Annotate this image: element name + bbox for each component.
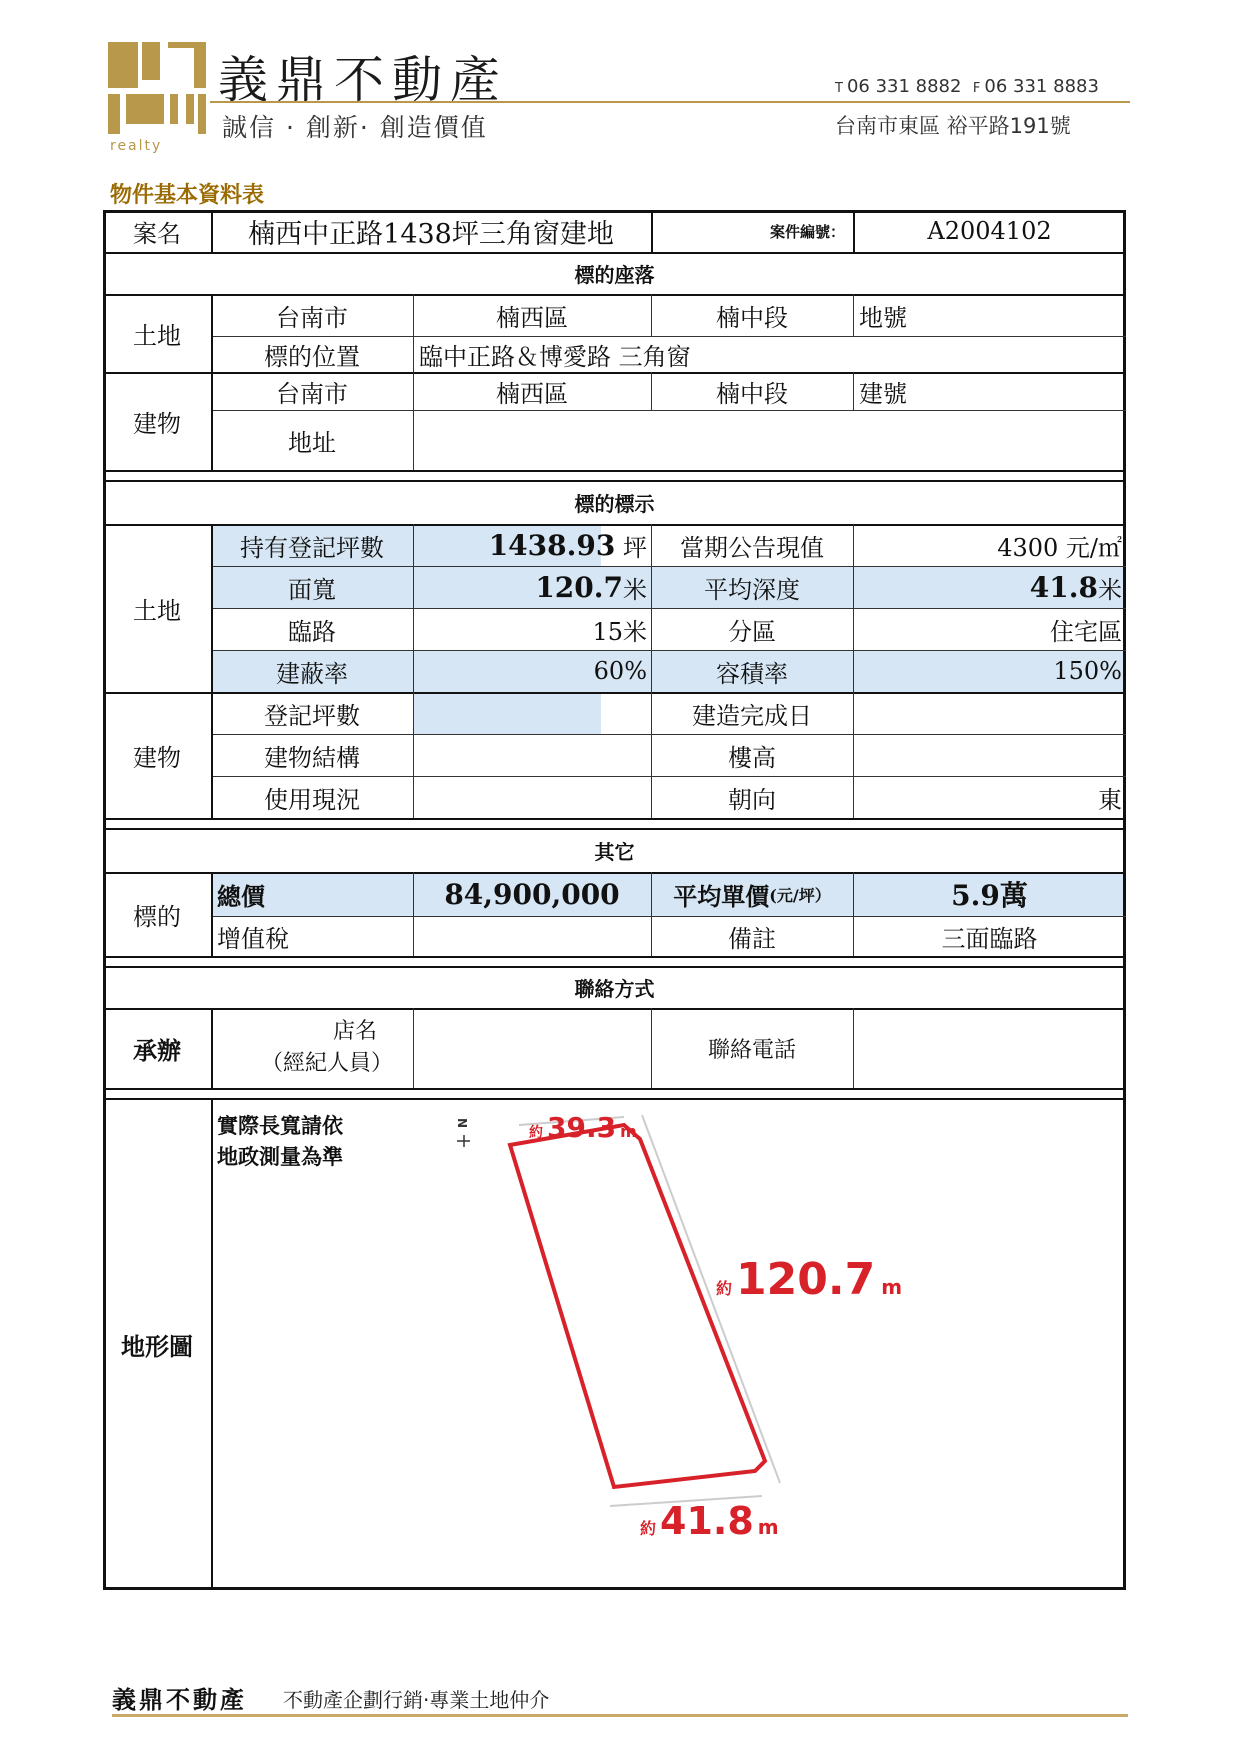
dim-top-label: 約 39.3 m	[529, 1111, 637, 1144]
facing-label: 朝向	[728, 785, 776, 814]
building-city: 台南市	[276, 379, 348, 408]
unit-price-unit: (元/坪）	[769, 885, 831, 905]
plot-note-line1: 實際長寬請依	[217, 1114, 343, 1138]
ping-label: 持有登記坪數	[240, 533, 384, 562]
phone-label: 聯絡電話	[707, 1037, 796, 1063]
case-number-label: 案件編號：	[769, 222, 845, 241]
unit-price-value: 5.9萬	[951, 879, 1028, 912]
location-land-label: 土地	[133, 321, 181, 350]
frontage-value-group	[413, 566, 651, 608]
unit-price-label-group	[651, 872, 853, 916]
brand-slogan: 誠信 · 創新· 創造價值	[222, 113, 488, 142]
floors-label: 樓高	[728, 743, 776, 772]
land-position-label: 標的位置	[264, 342, 360, 371]
land-section: 楠中段	[716, 303, 788, 332]
depth-value-group	[853, 566, 1126, 608]
logo-text: realty	[110, 138, 163, 154]
remark-value: 三面臨路	[941, 924, 1038, 953]
frontage-value: 120.7	[535, 570, 623, 604]
section-display-title: 標的標示	[574, 491, 655, 516]
coverage-value: 60%	[593, 657, 647, 685]
frontage-label: 面寬	[288, 575, 336, 604]
case-number: A2004102	[927, 217, 1052, 245]
property-info-table	[103, 210, 1126, 1590]
zone-value: 住宅區	[1050, 617, 1122, 646]
dim-side-label: 約120.7 m	[716, 1254, 903, 1305]
agent-label: （經紀人員）	[260, 1051, 393, 1076]
plot-label: 地形圖	[121, 1331, 193, 1361]
sheet-title: 物件基本資料表	[110, 183, 265, 208]
coverage-label: 建蔽率	[276, 659, 348, 688]
zone-label: 分區	[728, 617, 776, 646]
case-name-label: 案名	[133, 219, 181, 248]
land-position: 臨中正路＆博愛路 三角窗	[419, 342, 691, 371]
reg-ping-label: 登記坪數	[264, 701, 360, 730]
brand-name: 義鼎不動產	[218, 51, 508, 109]
building-section: 楠中段	[716, 379, 788, 408]
brand-logo	[108, 42, 206, 154]
vat-label: 增值稅	[217, 924, 289, 953]
far-label: 容積率	[716, 659, 788, 688]
structure-label: 建物結構	[264, 743, 360, 772]
total-price: 84,900,000	[444, 877, 620, 911]
land-city: 台南市	[276, 303, 348, 332]
ping-value-group	[413, 524, 651, 566]
section-contact-title: 聯絡方式	[574, 976, 655, 1001]
unit-price-label: 平均單價	[673, 881, 770, 911]
fax-f-label: F	[972, 81, 981, 96]
facing-value: 東	[1098, 785, 1122, 814]
company-address: 台南市東區 裕平路191號	[835, 114, 1071, 138]
remark-label: 備註	[728, 924, 776, 953]
display-land-label: 土地	[133, 596, 181, 625]
section-other-title: 其它	[594, 839, 635, 864]
location-building-label: 建物	[133, 409, 181, 438]
contact-phones	[835, 76, 1099, 97]
total-price-label: 總價	[217, 881, 265, 911]
road-value: 15米	[592, 617, 647, 646]
ping-value: 1438.93	[488, 528, 616, 562]
building-address-label: 地址	[288, 428, 336, 457]
building-address	[413, 410, 1126, 470]
case-name: 楠西中正路1438坪三角窗建地	[248, 218, 614, 250]
store-label: 店名	[332, 1019, 377, 1044]
land-district: 楠西區	[496, 303, 568, 332]
far-value: 150%	[1053, 657, 1122, 685]
handler-label: 承辦	[133, 1035, 181, 1065]
other-target-label: 標的	[133, 902, 181, 931]
footer-divider	[112, 1714, 1128, 1717]
north-arrow-icon	[455, 1118, 470, 1147]
frontage-unit: 米	[623, 575, 647, 604]
building-district: 楠西區	[496, 379, 568, 408]
fax-number: 06 331 8883	[984, 76, 1099, 97]
announced-value: 4300 元/㎡	[997, 533, 1122, 562]
plot-outline	[510, 1125, 765, 1487]
depth-value: 41.8	[1029, 570, 1098, 604]
usage-label: 使用現況	[264, 785, 360, 814]
built-date-label: 建造完成日	[692, 701, 812, 730]
footer-tagline: 不動產企劃行銷·專業土地仲介	[283, 1688, 550, 1712]
announced-value-label: 當期公告現值	[680, 533, 824, 562]
plot-diagram	[212, 1099, 1124, 1587]
display-building-label: 建物	[133, 743, 181, 772]
land-number-label: 地號	[859, 303, 907, 332]
phone-number: 06 331 8882	[846, 76, 962, 97]
store-agent-label	[211, 1008, 413, 1088]
depth-unit: 米	[1098, 575, 1122, 604]
building-number-label: 建號	[859, 379, 907, 408]
header-divider	[210, 101, 1130, 103]
dim-bottom-label: 約 41.8 m	[640, 1499, 779, 1543]
svg-text:N: N	[455, 1118, 469, 1129]
section-location-title: 標的座落	[574, 262, 655, 287]
ping-unit: 坪	[623, 533, 647, 562]
road-label: 臨路	[288, 617, 336, 646]
footer-brand: 義鼎不動產	[112, 1685, 247, 1714]
phone-t-label: T	[835, 81, 843, 96]
depth-label: 平均深度	[704, 575, 800, 604]
plot-note-line2: 地政測量為準	[217, 1145, 343, 1169]
